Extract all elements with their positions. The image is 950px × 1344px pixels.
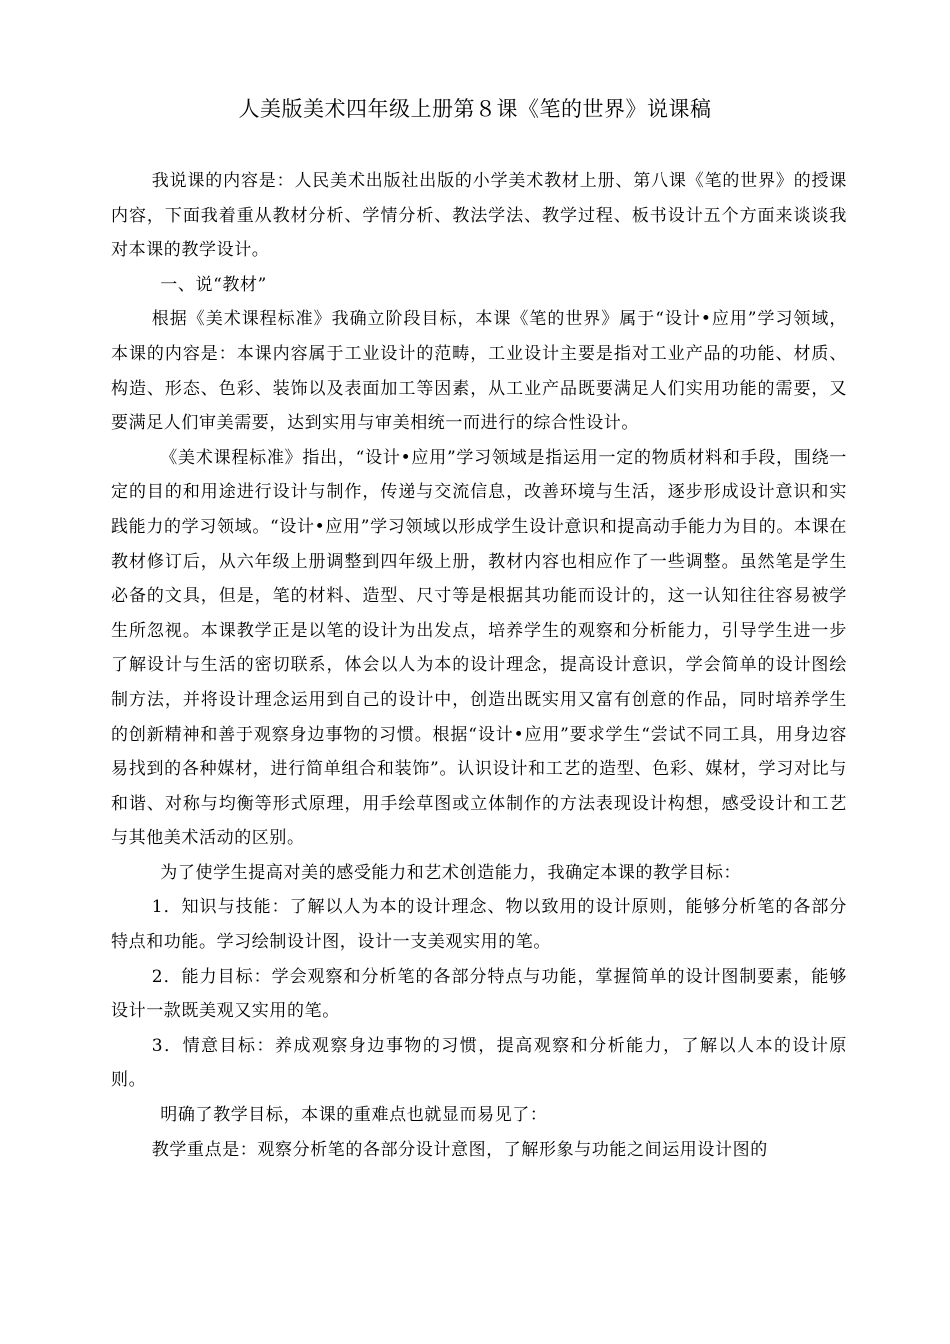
paragraph-curriculum-standard: 根据《美术课程标准》我确立阶段目标，本课《笔的世界》属于“设计•应用”学习领域，本课的内容是：本课内容属于工业设计的范畴，工业设计主要是指对工业产品的功能、材质、构造、形态、色彩、装饰以及表面加工等因素，从工业产品既要满足人们实用功能的需要，又要满足人们审美需要，达到实用与审美相统一而进行的综合性设计。 — [111, 309, 847, 434]
paragraph-intro: 我说课的内容是：人民美术出版社出版的小学美术教材上册、第八课《笔的世界》的授课内容，下面我着重从教材分析、学情分析、教法学法、教学过程、板书设计五个方面来谈谈我对本课的教学设计。 — [111, 171, 847, 261]
paragraph-goal-knowledge: 1．知识与技能：了解以人为本的设计理念、物以致用的设计原则，能够分析笔的各部分特点和功能。学习绘制设计图，设计一支美观实用的笔。 — [111, 897, 847, 953]
document-title: 人美版美术四年级上册第８课《笔的世界》说课稿 — [238, 97, 712, 121]
paragraph-goal-ability: 2．能力目标：学会观察和分析笔的各部分特点与功能，掌握简单的设计图制要素，能够设计一款既美观又实用的笔。 — [111, 966, 847, 1022]
paragraph-goal-emotion: 3．情意目标：养成观察身边事物的习惯，提高观察和分析能力，了解以人本的设计原则。 — [111, 1035, 847, 1091]
paragraph-key-points-intro: 明确了教学目标，本课的重难点也就显而易见了： — [160, 1105, 548, 1126]
paragraph-teaching-goals-intro: 为了使学生提高对美的感受能力和艺术创造能力，我确定本课的教学目标： — [160, 862, 742, 883]
document-body — [111, 164, 847, 1167]
paragraph-key-point: 教学重点是：观察分析笔的各部分设计意图，了解形象与功能之间运用设计图的 — [151, 1139, 768, 1160]
section-heading-textbook: 一、说“教材” — [160, 274, 267, 295]
paragraph-design-application: 《美术课程标准》指出，“设计•应用”学习领域是指运用一定的物质材料和手段，围绕一定的目的和用途进行设计与制作，传递与交流信息，改善环境与生活，逐步形成设计意识和实践能力的学习领域。“设计•应用”学习领域以形成学生设计意识和提高动手能力为目的。本课在教材修订后，从六年级上册调整到四年级上册，教材内容也相应作了一些调整。虽然笔是学生必备的文具，但是，笔的材料、造型、尺寸等是根据其功能而设计的，这一认知往往容易被学生所忽视。本课教学正是以笔的设计为出发点，培养学生的观察和分析能力，引导学生进一步了解设计与生活的密切联系，体会以人为本的设计理念，提高设计意识，学会简单的设计图绘制方法，并将设计理念运用到自己的设计中，创造出既实用又富有创意的作品，同时培养学生的创新精神和善于观察身边事物的习惯。根据“设计•应用”要求学生“尝试不同工具，用身边容易找到的各种媒材，进行简单组合和装饰”。认识设计和工艺的造型、色彩、媒材，学习对比与和谐、对称与均衡等形式原理，用手绘草图或立体制作的方法表现设计构想，感受设计和工艺与其他美术活动的区别。 — [111, 447, 847, 849]
